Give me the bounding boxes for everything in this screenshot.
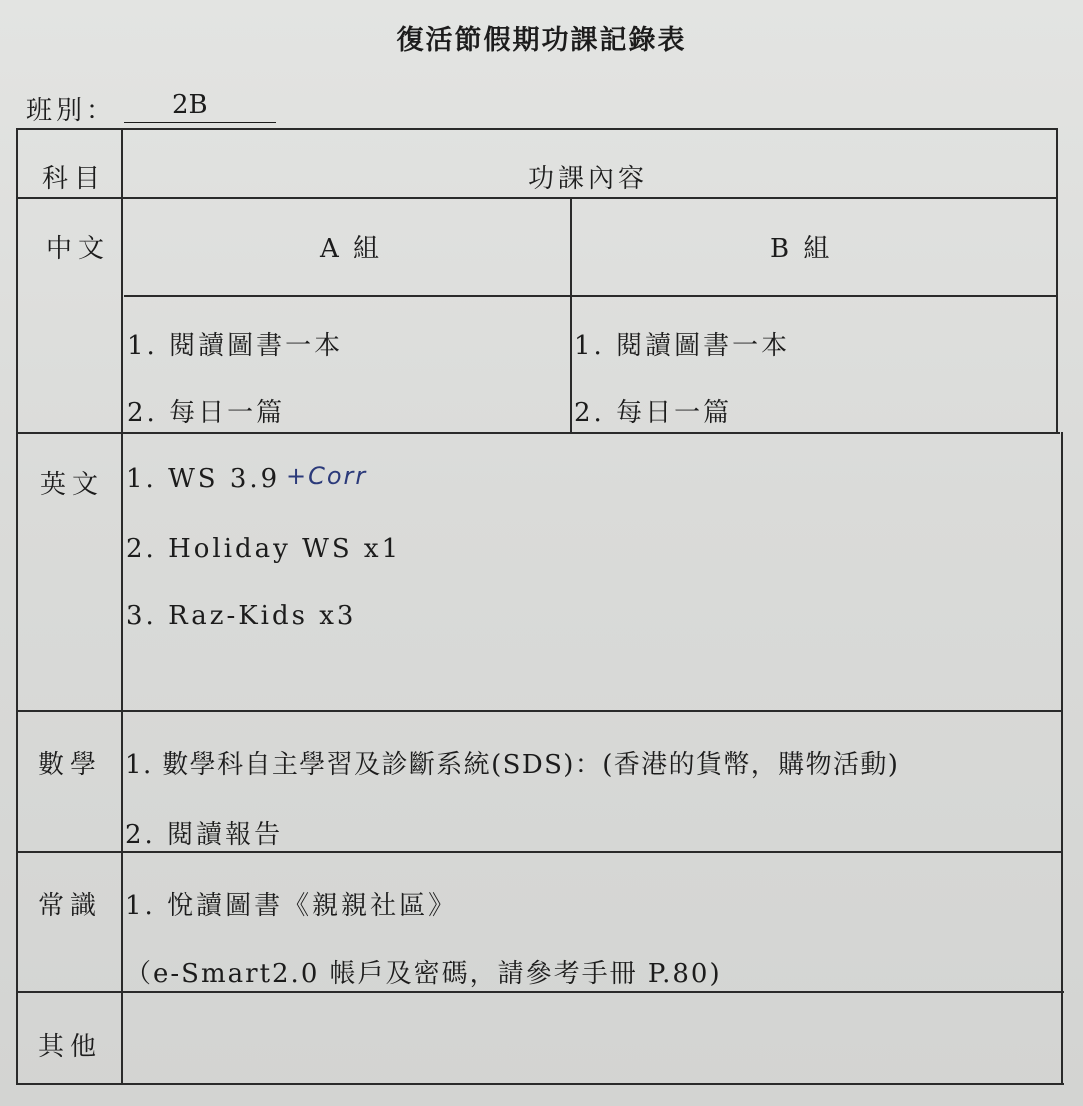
- table-border-top: [16, 128, 1058, 130]
- header-row-divider: [16, 197, 1058, 199]
- subject-english: 英文: [40, 470, 105, 500]
- class-value: 2B: [124, 90, 276, 123]
- general-item-1: 1. 悅讀圖書《親親社區》: [125, 891, 458, 921]
- subject-general-studies: 常識: [38, 891, 103, 921]
- chinese-group-column-divider: [570, 197, 572, 433]
- math-item-1: 1. 數學科自主學習及診斷系統(SDS)：(香港的貨幣，購物活動): [125, 750, 900, 780]
- subject-column-divider: [121, 128, 123, 1084]
- class-label: 班別：: [26, 96, 117, 126]
- chinese-group-divider: [124, 295, 1058, 297]
- subject-others: 其他: [38, 1032, 103, 1062]
- english-item-1: 1. WS 3.9: [126, 464, 281, 494]
- table-border-right-lower: [1061, 432, 1063, 1084]
- group-b-item-1: 1. 閱讀圖書一本: [574, 331, 791, 361]
- group-b-item-2: 2. 每日一篇: [574, 398, 733, 428]
- group-b-label: B 組: [770, 234, 833, 264]
- group-a-item-2: 2. 每日一篇: [127, 398, 286, 428]
- table-border-bottom: [16, 1083, 1064, 1085]
- english-row-divider: [16, 710, 1062, 712]
- general-item-2: （e-Smart2.0 帳戶及密碼，請參考手冊 P.80): [125, 959, 722, 989]
- english-item-3: 3. Raz-Kids x3: [126, 601, 357, 631]
- chinese-row-divider: [16, 432, 1060, 434]
- header-content: 功課內容: [528, 164, 649, 194]
- english-item-2: 2. Holiday WS x1: [126, 534, 402, 564]
- math-row-divider: [16, 851, 1063, 853]
- group-a-label: A 組: [320, 234, 383, 264]
- table-border-left: [16, 128, 18, 1084]
- handwritten-correction-note: +Corr: [286, 462, 368, 490]
- group-a-item-1: 1. 閱讀圖書一本: [127, 331, 344, 361]
- header-subject: 科目: [42, 164, 107, 194]
- subject-math: 數學: [38, 750, 103, 780]
- page-title: 復活節假期功課記錄表: [396, 25, 687, 56]
- general-row-divider: [16, 991, 1064, 993]
- math-item-2: 2. 閱讀報告: [125, 820, 284, 850]
- subject-chinese: 中文: [46, 234, 111, 264]
- table-border-right-upper: [1056, 128, 1058, 433]
